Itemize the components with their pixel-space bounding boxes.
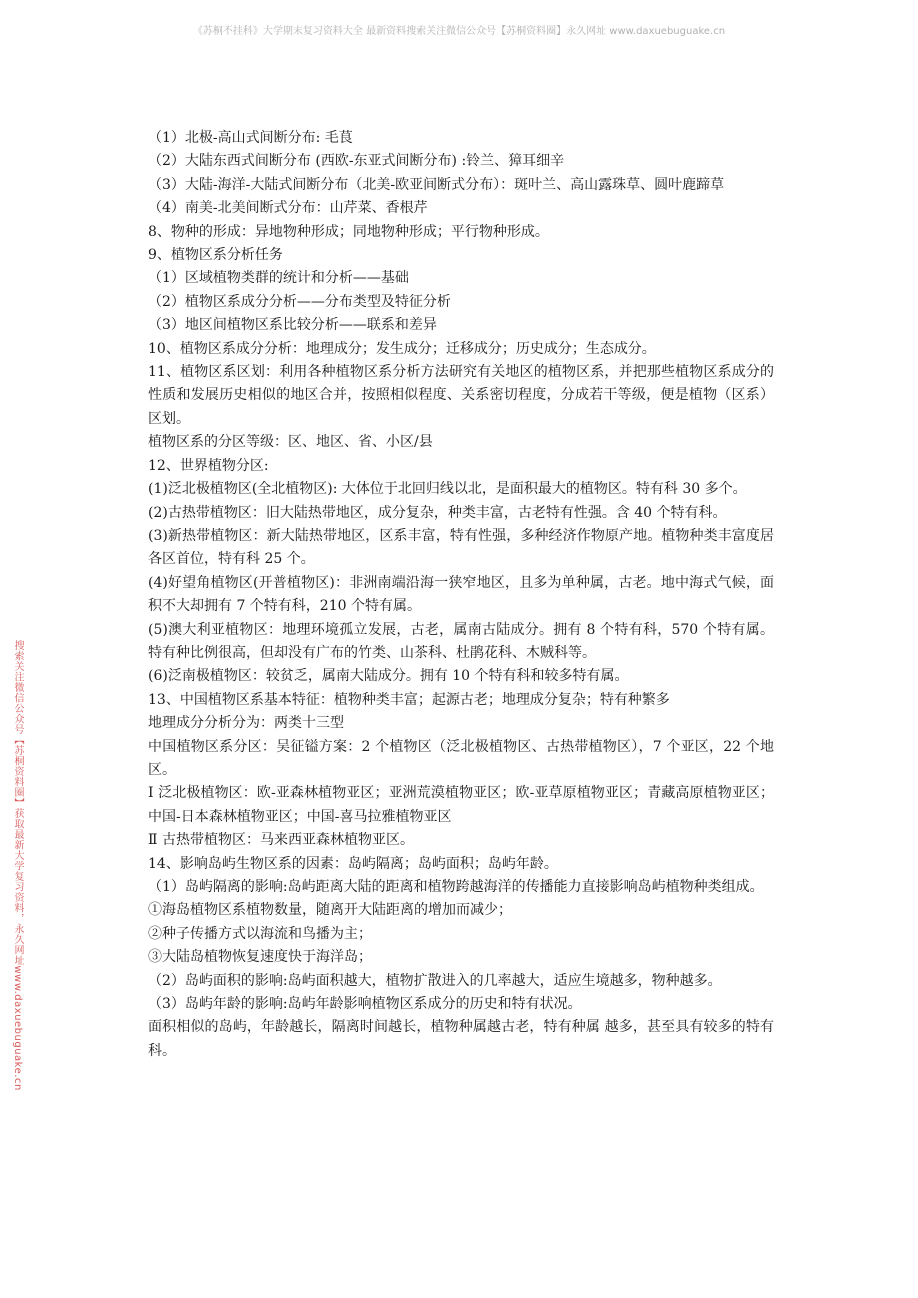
document-body: [148, 127, 774, 1063]
paragraph: （2）岛屿面积的影响:岛屿面积越大，植物扩散进入的几率越大，适应生境越多，物种越多。: [148, 972, 722, 989]
paragraph: 14、影响岛屿生物区系的因素：岛屿隔离；岛屿面积；岛屿年龄。: [148, 855, 558, 872]
paragraph: （1）北极-高山式间断分布: 毛茛: [148, 130, 353, 146]
paragraph: 面积相似的岛屿，年龄越长，隔离时间越长，植物种属越古老，特有种属 越多，甚至具有较多的特有科。: [148, 1019, 774, 1059]
paragraph: (1)泛北极植物区(全北植物区): 大体位于北回归线以北，是面积最大的植物区。特有科 30 多个。: [148, 481, 747, 498]
paragraph: 11、植物区系区划：利用各种植物区系分析方法研究有关地区的植物区系，并把那些植物区系成分的性质和发展历史相似的地区合并，按照相似程度、关系密切程度，分成若干等级，便是植物（区系）区划。: [148, 364, 774, 427]
paragraph: 9、植物区系分析任务: [148, 247, 283, 264]
paragraph: ③大陆岛植物恢复速度快于海洋岛；: [148, 949, 372, 966]
paragraph: 植物区系的分区等级：区、地区、省、小区/县: [148, 434, 433, 451]
paragraph: (6)泛南极植物区：较贫乏，属南大陆成分。拥有 10 个特有科和较多特有属。: [148, 668, 629, 685]
paragraph: (4)好望角植物区(开普植物区)：非洲南端沿海一狭窄地区，且多为单种属，古老。地中海式气候，面积不大却拥有 7 个特有科，210 个特有属。: [148, 574, 774, 615]
paragraph: 13、中国植物区系基本特征：植物种类丰富；起源古老；地理成分复杂；特有种繁多: [148, 691, 670, 708]
header-watermark: 《苏桐不挂科》大学期末复习资料大全 最新资料搜索关注微信公众号【苏桐资料圈】永久网址 www.daxuebuguake.cn: [192, 26, 726, 37]
paragraph: （1）岛屿隔离的影响:岛屿距离大陆的距离和植物跨越海洋的传播能力直接影响岛屿植物种类组成。: [148, 879, 764, 895]
paragraph: （3）地区间植物区系比较分析——联系和差异: [148, 317, 437, 334]
paragraph: (2)古热带植物区：旧大陆热带地区，成分复杂，种类丰富，古老特有性强。含 40 个特有科。: [148, 504, 727, 521]
paragraph: 12、世界植物分区:: [148, 457, 269, 474]
paragraph: (5)澳大利亚植物区：地理环境孤立发展，古老，属南古陆成分。拥有 8 个特有科，570 个特有属。特有种比例很高，但却没有广布的竹类、山茶科、杜鹃花科、木贼科等。: [148, 621, 774, 661]
paragraph: （2）大陆东西式间断分布 (西欧-东亚式间断分布) :铃兰、獐耳细辛: [148, 153, 565, 170]
paragraph: (3)新热带植物区：新大陆热带地区，区系丰富，特有性强，多种经济作物原产地。植物种类丰富度居各区首位，特有科 25 个。: [148, 527, 774, 568]
paragraph: （2）植物区系成分分析——分布类型及特征分析: [148, 293, 451, 310]
paragraph: 地理成分分析分为：两类十三型: [148, 715, 344, 732]
paragraph: （1）区域植物类群的统计和分析——基础: [148, 270, 409, 287]
paragraph: ②种子传播方式以海流和鸟播为主；: [148, 925, 372, 942]
paragraph: Ⅱ 古热带植物区：马来西亚森林植物亚区。: [148, 832, 414, 849]
paragraph: 中国植物区系分区：吴征镒方案：2 个植物区（泛北极植物区、古热带植物区），7 个亚区，22 个地区。: [148, 738, 774, 778]
paragraph: Ⅰ 泛北极植物区：欧-亚森林植物亚区；亚洲荒漠植物亚区；欧-亚草原植物亚区；青藏高原植物亚区；中国-日本森林植物亚区；中国-喜马拉雅植物亚区: [148, 785, 774, 825]
paragraph: 10、植物区系成分分析：地理成分；发生成分；迁移成分；历史成分；生态成分。: [148, 340, 656, 357]
paragraph: （3）岛屿年龄的影响:岛屿年龄影响植物区系成分的历史和特有状况。: [148, 996, 582, 1013]
side-watermark: 搜索关注微信公众号【苏桐资料圈】获取最新大学复习资料，永久网址www.daxuebuguake.cn: [12, 640, 23, 1091]
paragraph: （3）大陆-海洋-大陆式间断分布（北美-欧亚间断式分布）：斑叶兰、高山露珠草、圆叶鹿蹄草: [148, 176, 725, 193]
paragraph: ①海岛植物区系植物数量，随离开大陆距离的增加而减少；: [148, 902, 512, 919]
paragraph: （4）南美-北美间断式分布：山芹菜、香根芹: [148, 200, 428, 217]
paragraph: 8、物种的形成：异地物种形成；同地物种形成；平行物种形成。: [148, 223, 549, 240]
